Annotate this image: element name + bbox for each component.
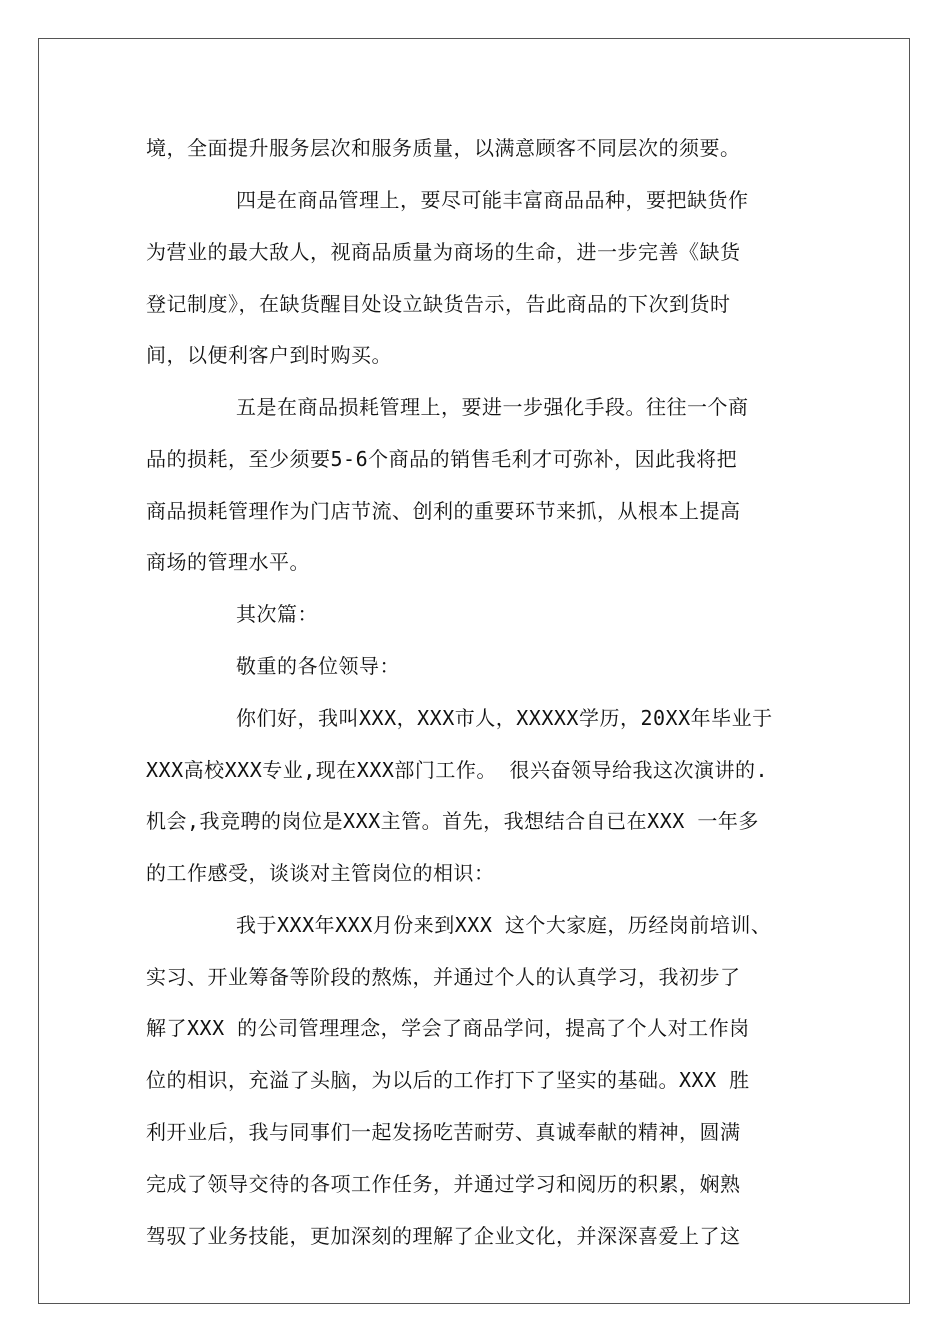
text-line: 商品损耗管理作为门店节流、创利的重要环节来抓，从根本上提高	[146, 499, 741, 523]
text-line: 驾驭了业务技能，更加深刻的理解了企业文化，并深深喜爱上了这	[146, 1224, 741, 1248]
text-line: 的工作感受，谈谈对主管岗位的相识：	[146, 861, 495, 885]
text-line: 我于XXX年XXX月份来到XXX 这个大家庭，历经岗前培训、	[236, 913, 772, 937]
text-line: 间，以便利客户到时购买。	[146, 343, 392, 367]
text-line: 为营业的最大敌人，视商品质量为商场的生命，进一步完善《缺货	[146, 240, 741, 264]
text-line: 四是在商品管理上，要尽可能丰富商品品种，要把缺货作	[236, 188, 749, 212]
text-line: 品的损耗，至少须要5-6个商品的销售毛利才可弥补，因此我将把	[146, 447, 738, 471]
text-line: XXX高校XXX专业,现在XXX部门工作。 很兴奋领导给我这次演讲的.	[146, 758, 768, 782]
text-line: 商场的管理水平。	[146, 550, 310, 574]
salutation: 敬重的各位领导：	[236, 654, 400, 678]
text-line: 完成了领导交待的各项工作任务，并通过学习和阅历的积累，娴熟	[146, 1172, 741, 1196]
text-line: 实习、开业筹备等阶段的熬炼，并通过个人的认真学习，我初步了	[146, 965, 741, 989]
text-line: 机会,我竞聘的岗位是XXX主管。首先，我想结合自已在XXX 一年多	[146, 809, 759, 833]
text-line: 你们好，我叫XXX，XXX市人，XXXXX学历，20XX年毕业于	[236, 706, 773, 730]
text-line: 解了XXX 的公司管理理念，学会了商品学问，提高了个人对工作岗	[146, 1016, 750, 1040]
text-line: 利开业后，我与同事们一起发扬吃苦耐劳、真诚奉献的精神，圆满	[146, 1120, 741, 1144]
text-line: 位的相识，充溢了头脑，为以后的工作打下了坚实的基础。XXX 胜	[146, 1068, 750, 1092]
text-line: 境，全面提升服务层次和服务质量，以满意顾客不同层次的须要。	[146, 136, 741, 160]
text-line: 五是在商品损耗管理上，要进一步强化手段。往往一个商	[236, 395, 749, 419]
section-heading: 其次篇：	[236, 602, 318, 626]
text-line: 登记制度》，在缺货醒目处设立缺货告示，告此商品的下次到货时	[146, 292, 731, 316]
